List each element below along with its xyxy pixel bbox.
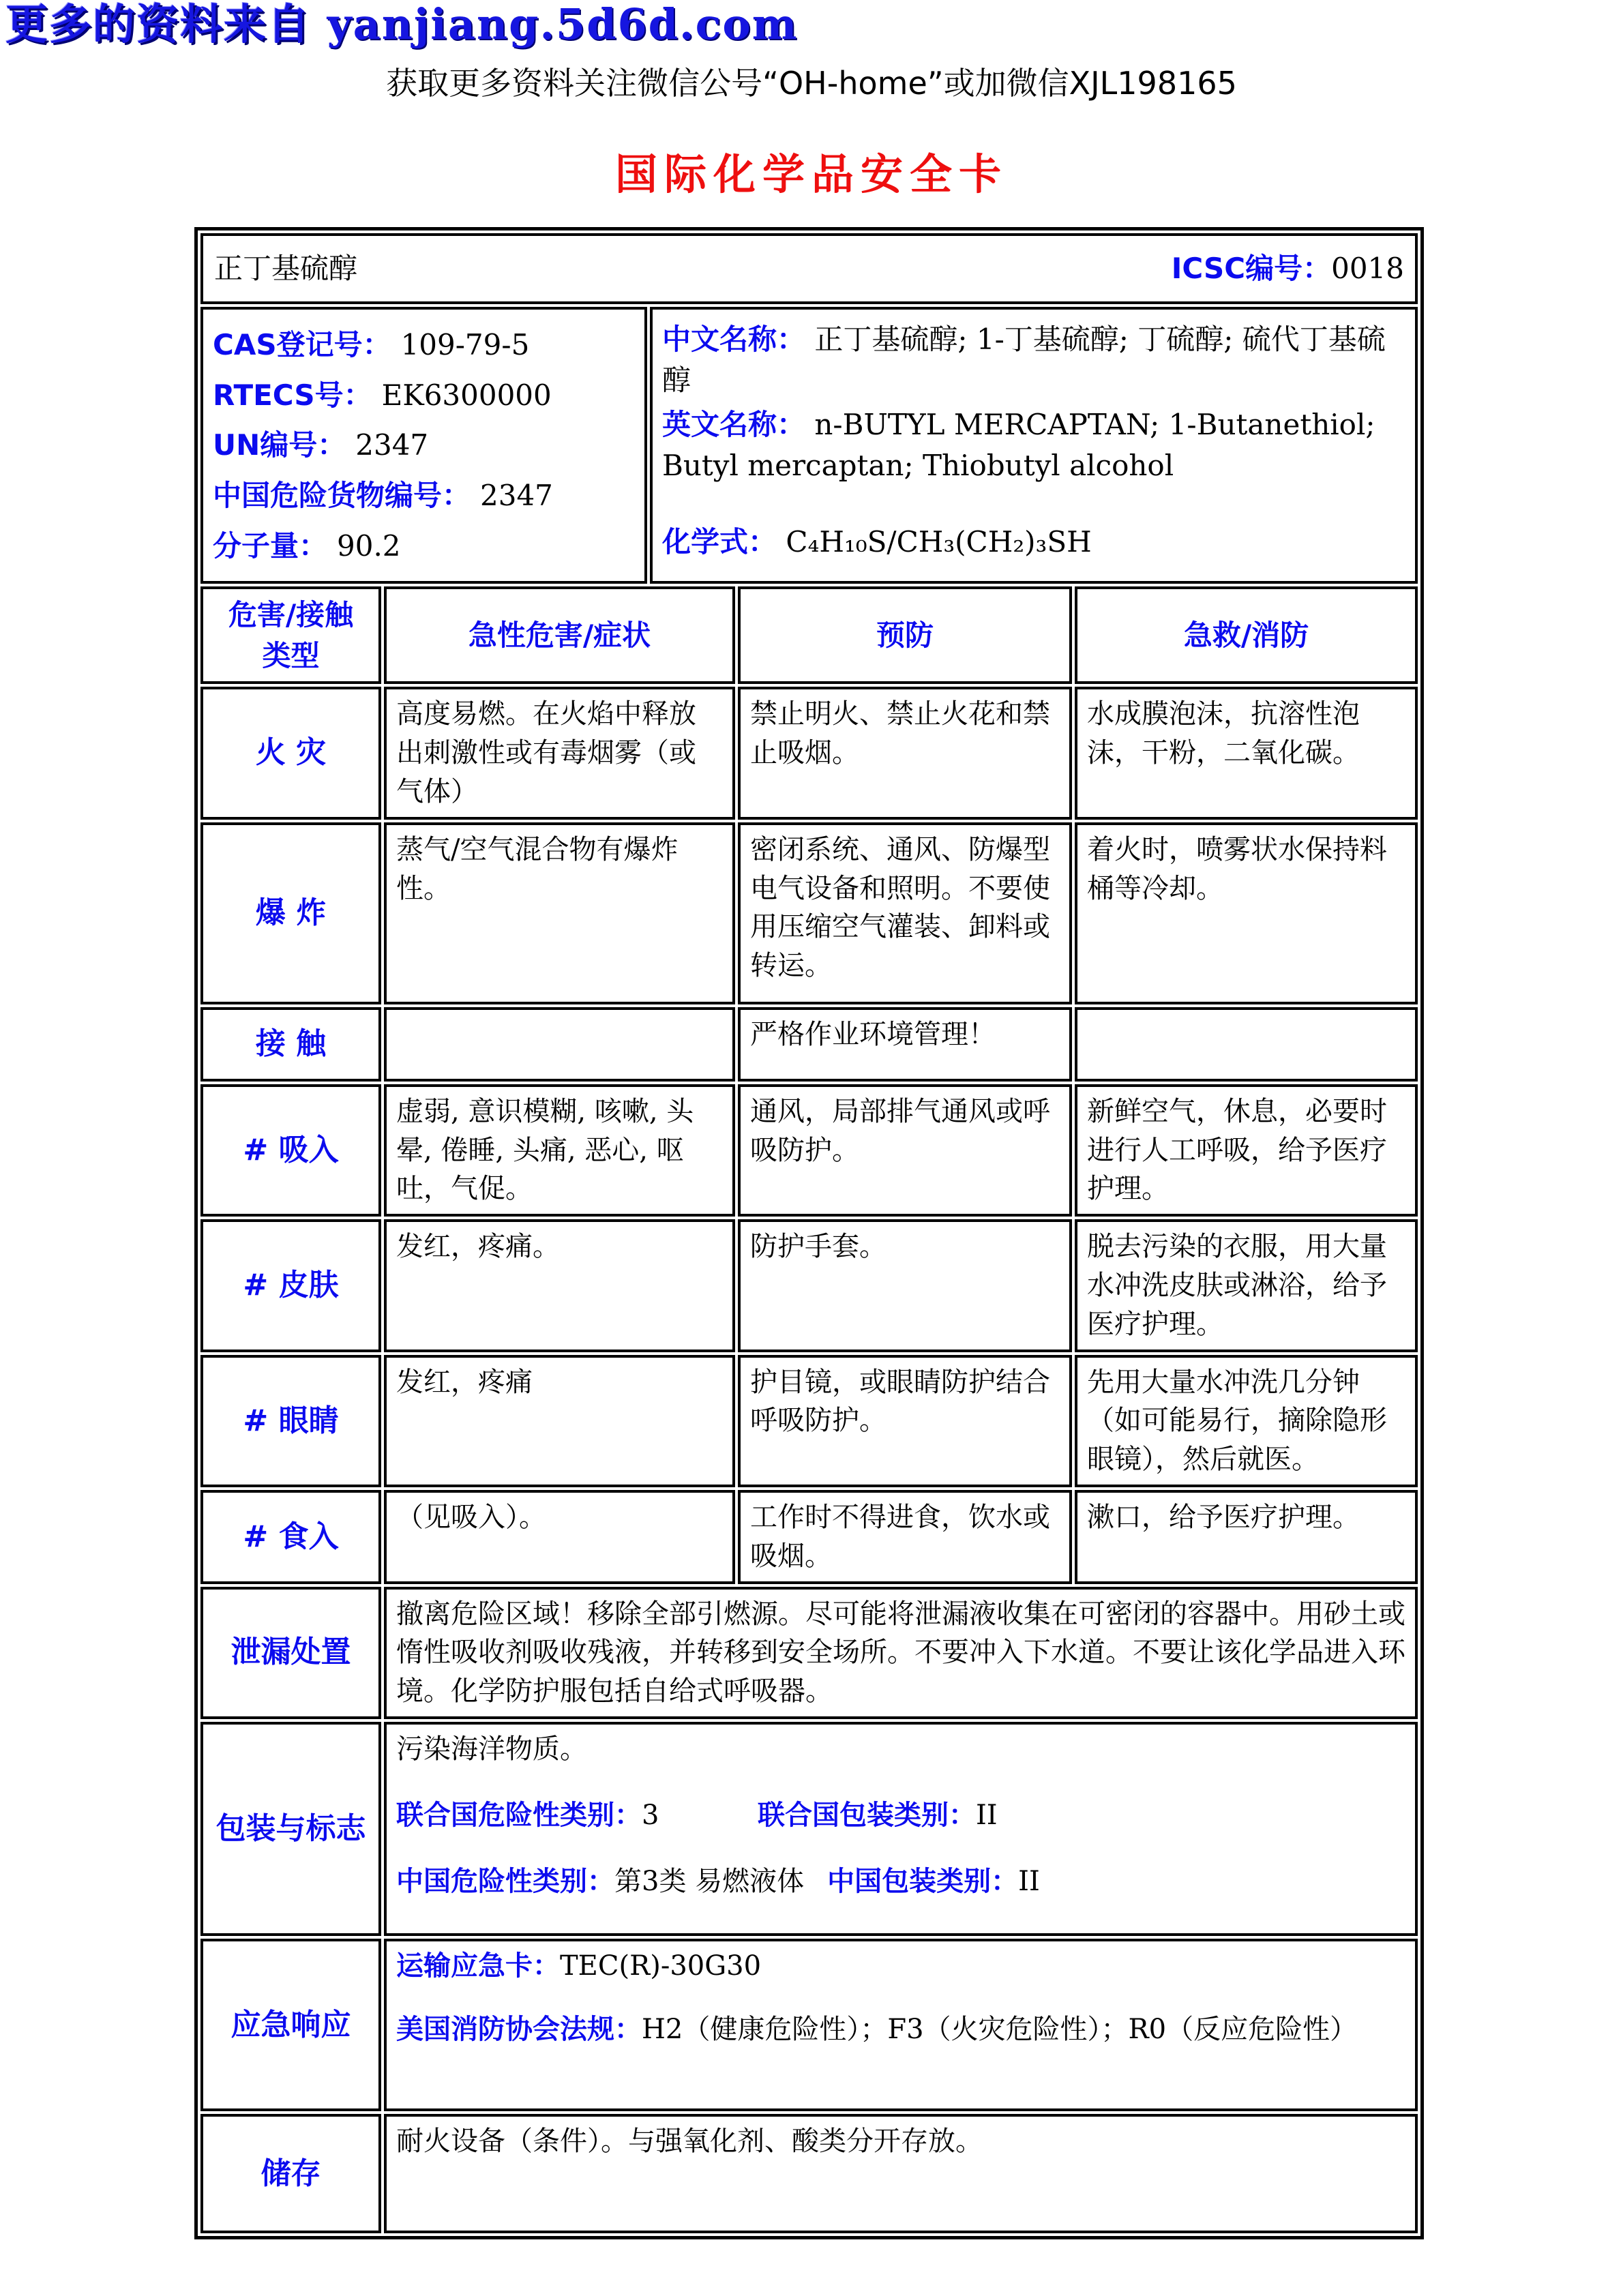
prevention-cell: 通风，局部排气通风或呼吸防护。 xyxy=(738,1084,1072,1217)
hazard-type-cell: 爆 炸 xyxy=(200,822,381,1004)
hazard-row-explosion xyxy=(200,822,1418,1004)
icsc-number-label: ICSC编号： xyxy=(1171,252,1332,286)
marine-pollutant-note: 污染海洋物质。 xyxy=(396,1733,587,1765)
english-name xyxy=(662,404,1405,486)
prevention-cell: 密闭系统、通风、防爆型电气设备和照明。不要使用压缩空气灌装、卸料或转运。 xyxy=(738,822,1072,1004)
hazard-type-cell: 火 灾 xyxy=(200,687,381,819)
chemical-formula-value: C₄H₁₀S/CH₃(CH₂)₃SH xyxy=(786,524,1092,558)
emergency-response-row xyxy=(200,1939,1418,2111)
chemical-formula-label: 化学式： xyxy=(662,524,777,558)
rtecs-number-value: EK6300000 xyxy=(381,378,552,412)
section-label-cell: 储存 xyxy=(200,2114,381,2233)
chinese-name-value: 正丁基硫醇; 1-丁基硫醇; 丁硫醇; 硫代丁基硫醇 xyxy=(662,323,1386,397)
prevention-cell: 防护手套。 xyxy=(738,1219,1072,1352)
hazard-type-cell: # 吸入 xyxy=(200,1084,381,1217)
un-hazard-class: 联合国危险性类别：3 xyxy=(396,1799,659,1831)
hazard-row-ingestion xyxy=(200,1490,1418,1584)
wechat-note: 获取更多资料关注微信公号“OH-home”或加微信XJL198165 xyxy=(386,65,1237,102)
chemical-names-cell xyxy=(650,307,1418,584)
hazard-type-cell: 接 触 xyxy=(200,1007,381,1082)
symptoms-cell: 高度易燃。在火焰中释放出刺激性或有毒烟雾（或气体） xyxy=(384,687,735,819)
icsc-number xyxy=(1172,248,1404,289)
firstaid-cell: 水成膜泡沫，抗溶性泡沫，干粉，二氧化碳。 xyxy=(1075,687,1418,819)
identifier-row xyxy=(200,307,1418,584)
prevention-cell: 严格作业环境管理！ xyxy=(738,1007,1072,1082)
rtecs-number xyxy=(213,375,635,416)
english-name-value: n-BUTYL MERCAPTAN; 1-Butanethiol; Butyl mercaptan; Thiobutyl alcohol xyxy=(662,408,1375,482)
section-label-cell: 泄漏处置 xyxy=(200,1587,381,1719)
card-title-cell xyxy=(200,233,1418,304)
transport-emergency-card: 运输应急卡：TEC(R)-30G30 xyxy=(396,1950,762,1982)
nfpa-code: 美国消防协会法规：H2（健康危险性）；F3（火灾危险性）；R0（反应危险性） xyxy=(396,2014,1358,2046)
china-dg-number xyxy=(213,475,635,516)
un-number-value: 2347 xyxy=(355,428,429,462)
site-banner xyxy=(5,1,798,48)
hazard-type-cell: # 眼睛 xyxy=(200,1355,381,1487)
chinese-name xyxy=(662,319,1405,400)
china-dg-number-value: 2347 xyxy=(480,478,553,512)
symptoms-cell: （见吸入）。 xyxy=(384,1490,735,1584)
spill-disposal-row xyxy=(200,1587,1418,1719)
un-number-label: UN编号： xyxy=(213,428,346,462)
hazard-row-skin xyxy=(200,1219,1418,1352)
storage-text: 耐火设备（条件）。与强氧化剂、酸类分开存放。 xyxy=(384,2114,1418,2233)
cn-classification-line xyxy=(396,1862,1405,1901)
firstaid-cell: 着火时，喷雾状水保持料桶等冷却。 xyxy=(1075,822,1418,1004)
cas-number xyxy=(213,325,635,366)
spill-disposal-text: 撤离危险区域！移除全部引燃源。尽可能将泄漏液收集在可密闭的容器中。用砂土或惰性吸收剂吸收残液，并转移到安全场所。不要冲入下水道。不要让该化学品进入环境。化学防护服包括自给式呼吸器。 xyxy=(384,1587,1418,1719)
hazard-type-cell: # 皮肤 xyxy=(200,1219,381,1352)
hazard-row-inhalation xyxy=(200,1084,1418,1217)
hazard-type-cell: # 食入 xyxy=(200,1490,381,1584)
symptoms-cell: 蒸气/空气混合物有爆炸性。 xyxy=(384,822,735,1004)
cas-number-value: 109-79-5 xyxy=(400,328,530,361)
table-header-row xyxy=(200,586,1418,684)
symptoms-cell: 发红，疼痛 xyxy=(384,1355,735,1487)
un-classification-line xyxy=(396,1796,1405,1835)
symptoms-cell xyxy=(384,1007,735,1082)
english-name-label: 英文名称： xyxy=(662,408,806,442)
hazard-row-eyes xyxy=(200,1355,1418,1487)
banner-url: yanjiang.5d6d.com xyxy=(311,0,799,49)
icsc-number-value: 0018 xyxy=(1331,252,1404,286)
chinese-name-label: 中文名称： xyxy=(662,323,806,356)
firstaid-cell: 漱口，给予医疗护理。 xyxy=(1075,1490,1418,1584)
firstaid-cell: 先用大量水冲洗几分钟（如可能易行，摘除隐形眼镜），然后就医。 xyxy=(1075,1355,1418,1487)
cn-packing-group: 中国包装类别：II xyxy=(827,1865,1040,1897)
header-prevention: 预防 xyxy=(738,586,1072,684)
symptoms-cell: 虚弱, 意识模糊, 咳嗽, 头晕, 倦睡, 头痛, 恶心, 呕吐，气促。 xyxy=(384,1084,735,1217)
molecular-weight xyxy=(213,526,635,567)
icsc-card xyxy=(194,227,1424,2239)
hazard-row-fire xyxy=(200,687,1418,819)
header-firstaid: 急救/消防 xyxy=(1075,586,1418,684)
page-title: 国际化学品安全卡 xyxy=(614,149,1008,199)
molecular-weight-value: 90.2 xyxy=(337,528,401,563)
card-title-row xyxy=(200,233,1418,304)
chemical-name: 正丁基硫醇 xyxy=(214,252,358,286)
firstaid-cell xyxy=(1075,1007,1418,1082)
un-number xyxy=(213,425,635,466)
cn-hazard-class: 中国危险性类别：第3类 易燃液体 xyxy=(396,1865,805,1897)
banner-text: 更多的资料来自 xyxy=(5,0,312,49)
prevention-cell: 禁止明火、禁止火花和禁止吸烟。 xyxy=(738,687,1072,819)
emergency-response-cell xyxy=(384,1939,1418,2111)
china-dg-number-label: 中国危险货物编号： xyxy=(213,478,471,512)
firstaid-cell: 新鲜空气，休息，必要时进行人工呼吸，给予医疗护理。 xyxy=(1075,1084,1418,1217)
section-label-cell: 应急响应 xyxy=(200,1939,381,2111)
registry-numbers-cell xyxy=(200,307,647,584)
prevention-cell: 工作时不得进食，饮水或吸烟。 xyxy=(738,1490,1072,1584)
symptoms-cell: 发红，疼痛。 xyxy=(384,1219,735,1352)
packaging-row xyxy=(200,1722,1418,1936)
header-symptoms: 急性危害/症状 xyxy=(384,586,735,684)
prevention-cell: 护目镜，或眼睛防护结合呼吸防护。 xyxy=(738,1355,1072,1487)
hazard-row-contact xyxy=(200,1007,1418,1082)
un-packing-group: 联合国包装类别：II xyxy=(758,1799,998,1831)
rtecs-number-label: RTECS号： xyxy=(213,378,372,412)
firstaid-cell: 脱去污染的衣服，用大量水冲洗皮肤或淋浴，给予医疗护理。 xyxy=(1075,1219,1418,1352)
section-label-cell: 包装与标志 xyxy=(200,1722,381,1936)
molecular-weight-label: 分子量： xyxy=(213,528,328,563)
cas-number-label: CAS登记号： xyxy=(213,328,391,361)
packaging-cell xyxy=(384,1722,1418,1936)
storage-row xyxy=(200,2114,1418,2233)
chemical-formula xyxy=(662,522,1405,563)
header-hazard-type: 危害/接触 类型 xyxy=(200,586,381,684)
